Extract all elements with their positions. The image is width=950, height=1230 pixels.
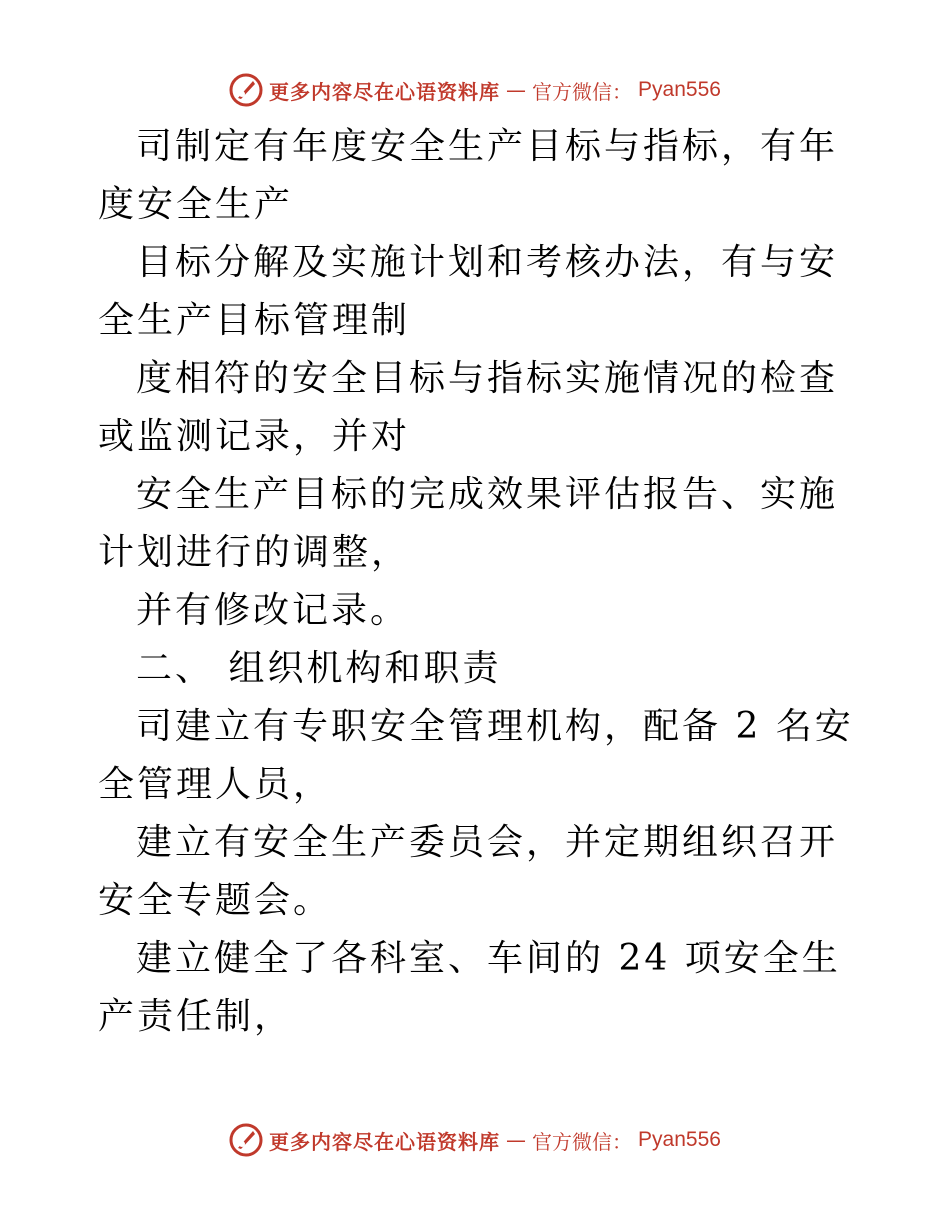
quill-logo-icon — [229, 73, 263, 107]
paragraph: 建立有安全生产委员会，并定期组织召开安全专题会。 — [98, 822, 839, 921]
section-heading: 二、 组织机构和职责 — [136, 648, 502, 689]
banner-official-label: 官方微信： — [532, 1129, 633, 1154]
quill-logo-icon — [229, 1123, 263, 1157]
banner-account: Pyan556 — [638, 1128, 721, 1151]
footer-banner — [0, 1120, 950, 1160]
banner-dash: — — [506, 78, 527, 102]
banner-dash: — — [506, 1128, 527, 1152]
paragraph: 并有修改记录。 — [136, 590, 410, 631]
paragraph: 司制定有年度安全生产目标与指标，有年度安全生产 — [98, 126, 839, 225]
document-body — [98, 118, 854, 1046]
banner-brand-text: 更多内容尽在心语资料库 — [269, 79, 501, 104]
paragraph: 度相符的安全目标与指标实施情况的检查或监测记录，并对 — [98, 358, 839, 457]
banner-account: Pyan556 — [638, 78, 721, 101]
paragraph: 建立健全了各科室、车间的 24 项安全生产责任制， — [98, 938, 841, 1037]
paragraph: 司建立有专职安全管理机构，配备 2 名安全管理人员， — [98, 706, 854, 805]
banner-official-label: 官方微信： — [532, 79, 633, 104]
header-banner — [0, 70, 950, 110]
paragraph: 安全生产目标的完成效果评估报告、实施计划进行的调整， — [98, 474, 839, 573]
paragraph: 目标分解及实施计划和考核办法，有与安全生产目标管理制 — [98, 242, 839, 341]
banner-brand-text: 更多内容尽在心语资料库 — [269, 1129, 501, 1154]
